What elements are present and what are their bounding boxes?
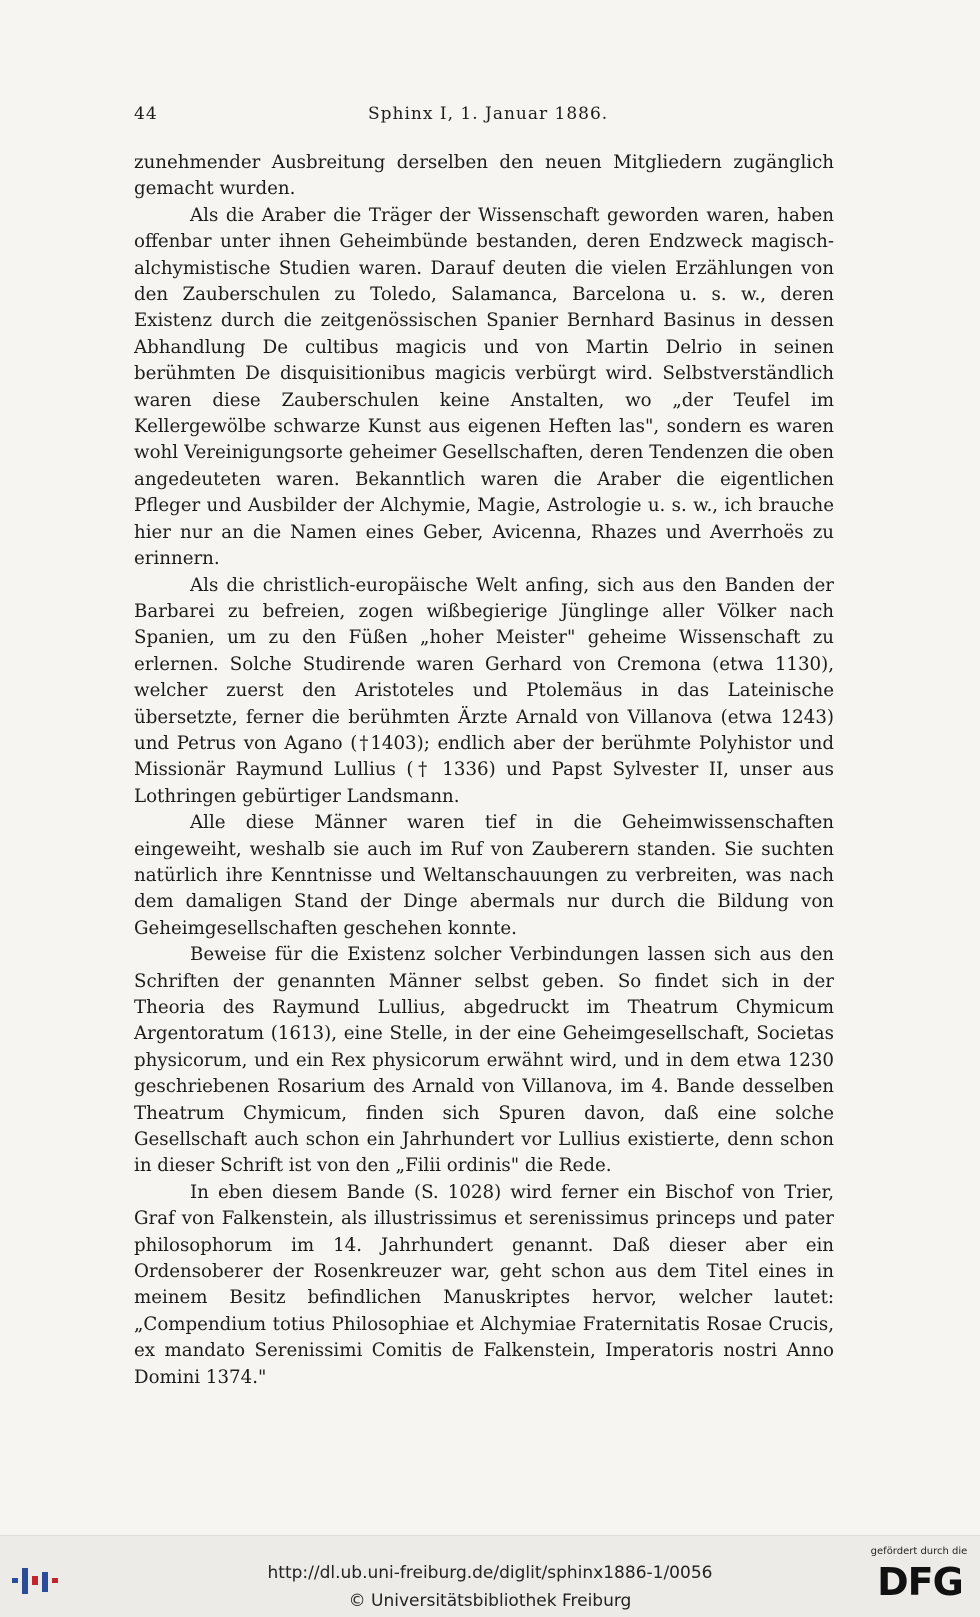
paragraph: Alle diese Männer waren tief in die Geheimwissenschaften eingeweiht, weshalb sie auch im Ruf von Zauberern standen. Sie suchten natürlich ihre Kenntnisse und Weltanschauungen zu verbreiten, was nach dem damaligen Stand der Dinge abermals nur durch die Bildung von Geheimgesellschaften geschehen konnte. — [134, 812, 834, 939]
permalink-url[interactable]: http://dl.ub.uni-freiburg.de/diglit/sphinx1886-1/0056 — [267, 1563, 713, 1583]
paragraph: Als die Araber die Träger der Wissenschaft geworden waren, haben offenbar unter ihnen Geheimbünde bestanden, deren Endzweck magisch-alchymistische Studien waren. Darauf deuten die vielen Erzählungen von den Zauberschulen zu Toledo, Salamanca, Barcelona u. s. w., deren Existenz durch die zeitgenössischen Spanier Bernhard Basinus in dessen Abhandlung De cultibus magicis und von Martin Delrio in seinen berühmten De disquisitionibus magicis verbürgt wird. Selbstverständlich waren diese Zauberschulen keine Anstalten, wo „der Teufel im Kellergewölbe schwarze Kunst aus eigenen Heften las", sondern es waren wohl Vereinigungsorte geheimer Gesellschaften, deren Tendenzen die oben angedeuteten waren. Bekanntlich waren die Araber die eigentlichen Pfleger und Ausbilder der Alchymie, Magie, Astrologie u. s. w., ich brauche hier nur an die Namen eines Geber, Avicenna, Rhazes und Averrhoës zu erinnern. — [134, 204, 834, 570]
page-header — [134, 104, 834, 134]
copyright-notice: © Universitätsbibliothek Freiburg — [348, 1591, 632, 1611]
page-number: 44 — [134, 104, 158, 124]
paragraph: Als die christlich-europäische Welt anfing, sich aus den Banden der Barbarei zu befreien, zogen wißbegierige Jünglinge aller Völker nach Spanien, um zu den Füßen „hoher Meister" geheime Wissenschaft zu erlernen. Solche Studirende waren Gerhard von Cremona (etwa 1130), welcher zuerst den Aristoteles und Ptolemäus in das Lateinische übersetzte, ferner die berühmten Ärzte Arnald von Villanova (etwa 1243) und Petrus von Agano (†1403); endlich aber der berühmte Polyhistor und Missionär Raymund Lullius († 1336) und Papst Sylvester II, unser aus Lothringen gebürtiger Landsmann. — [134, 574, 834, 807]
sponsor-text: gefördert durch die — [870, 1546, 968, 1557]
paragraph: Beweise für die Existenz solcher Verbindungen lassen sich aus den Schriften der genannten Männer selbst geben. So findet sich in der Theoria des Raymund Lullius, abgedruckt im Theatrum Chymicum Argentoratum (1613), eine Stelle, in der eine Geheimgesellschaft, Societas physicorum, und ein Rex physicorum erwähnt wird, und in dem etwa 1230 geschriebenen Rosarium des Arnald von Villanova, im 4. Bande desselben Theatrum Chymicum, finden sich Spuren davon, daß eine solche Gesellschaft auch schon ein Jahrhundert vor Lullius existierte, denn schon in dieser Schrift ist von den „Filii ordinis" die Rede. — [134, 944, 834, 1177]
body-text — [134, 150, 834, 1391]
paragraph: zunehmender Ausbreitung derselben den neuen Mitgliedern zugänglich gemacht wurden. — [134, 152, 834, 200]
paragraph: In eben diesem Bande (S. 1028) wird ferner ein Bischof von Trier, Graf von Falkenstein, als illustrissimus et serenissimus princeps und pater philosophorum im 14. Jahrhundert genannt. Daß dieser aber ein Ordensoberer der Rosenkreuzer war, geht schon aus dem Titel eines in meinem Besitz befindlichen Manuskriptes hervor, welcher lautet: „Compendium totius Philosophiae et Alchymiae Fraternitatis Rosae Crucis, ex mandato Serenissimi Comitis de Falkenstein, Imperatoris nostri Anno Domini 1374." — [134, 1181, 834, 1388]
dfg-logo[interactable]: DFG — [877, 1560, 963, 1604]
running-title: Sphinx I, 1. Januar 1886. — [368, 104, 609, 124]
